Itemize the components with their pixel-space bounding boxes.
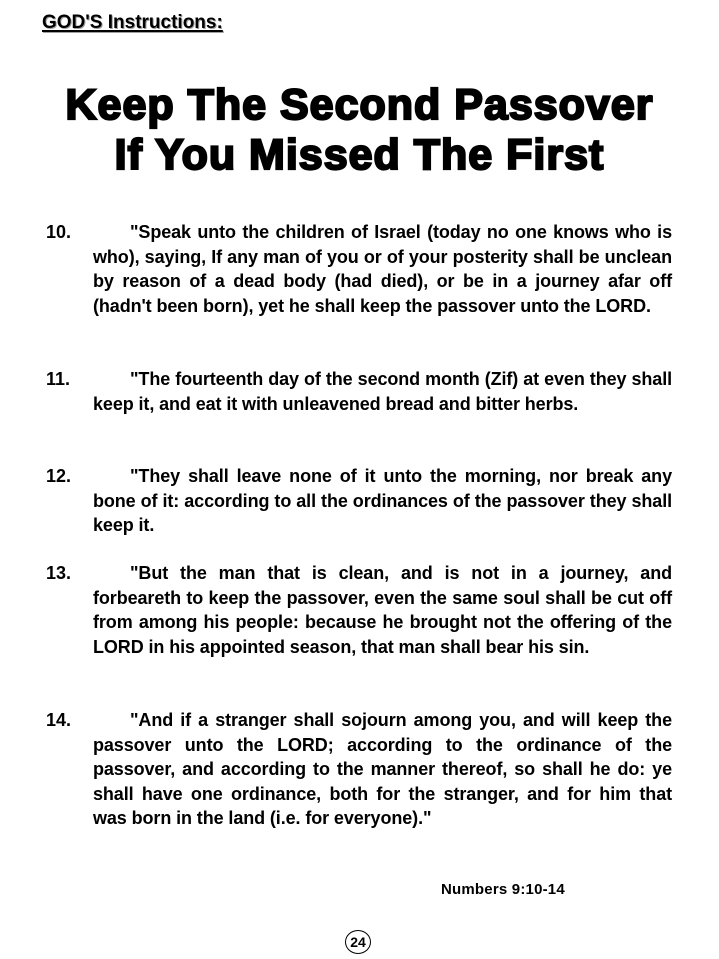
page-number-badge: 24 xyxy=(345,930,371,954)
verse-text: "And if a stranger shall sojourn among you, and will keep the passover unto the LORD; according to the ordinance of the passover, and according to the manner thereof, so shall he do: ye shall have one ordinance, both for the stranger, and for him that was born in the land (i.e. for everyone)." xyxy=(93,710,672,829)
verse-number: 10. xyxy=(46,222,72,242)
verse-number: 14. xyxy=(46,710,72,730)
verse-text: "The fourteenth day of the second month (Zif) at even they shall keep it, and eat it with unleavened bread and bitter herbs. xyxy=(93,369,672,414)
verse-number: 12. xyxy=(46,466,72,486)
title-line-2: If You Missed The First xyxy=(114,131,605,179)
scripture-reference: Numbers 9:10-14 xyxy=(441,881,565,898)
page-title xyxy=(0,80,719,180)
verse-number: 11. xyxy=(46,369,71,389)
verse-text: "They shall leave none of it unto the morning, nor break any bone of it: according to all the ordinances of the passover they shall keep it. xyxy=(93,466,672,536)
verse-text: "Speak unto the children of Israel (today no one knows who is who), saying, If any man of you or of your posterity shall be unclean by reason of a dead body (had died), or be in a journey afar off (hadn't been born), yet he shall keep the passover unto the LORD. xyxy=(93,222,672,316)
verse-text: "But the man that is clean, and is not in a journey, and forbeareth to keep the passover, even the same soul shall be cut off from among his people: because he brought not the offering of the LORD in his appointed season, that man shall bear his sin. xyxy=(93,563,672,657)
section-header: GOD'S Instructions: xyxy=(42,12,223,33)
verse-number: 13. xyxy=(46,563,72,583)
title-line-1: Keep The Second Passover xyxy=(65,81,654,129)
